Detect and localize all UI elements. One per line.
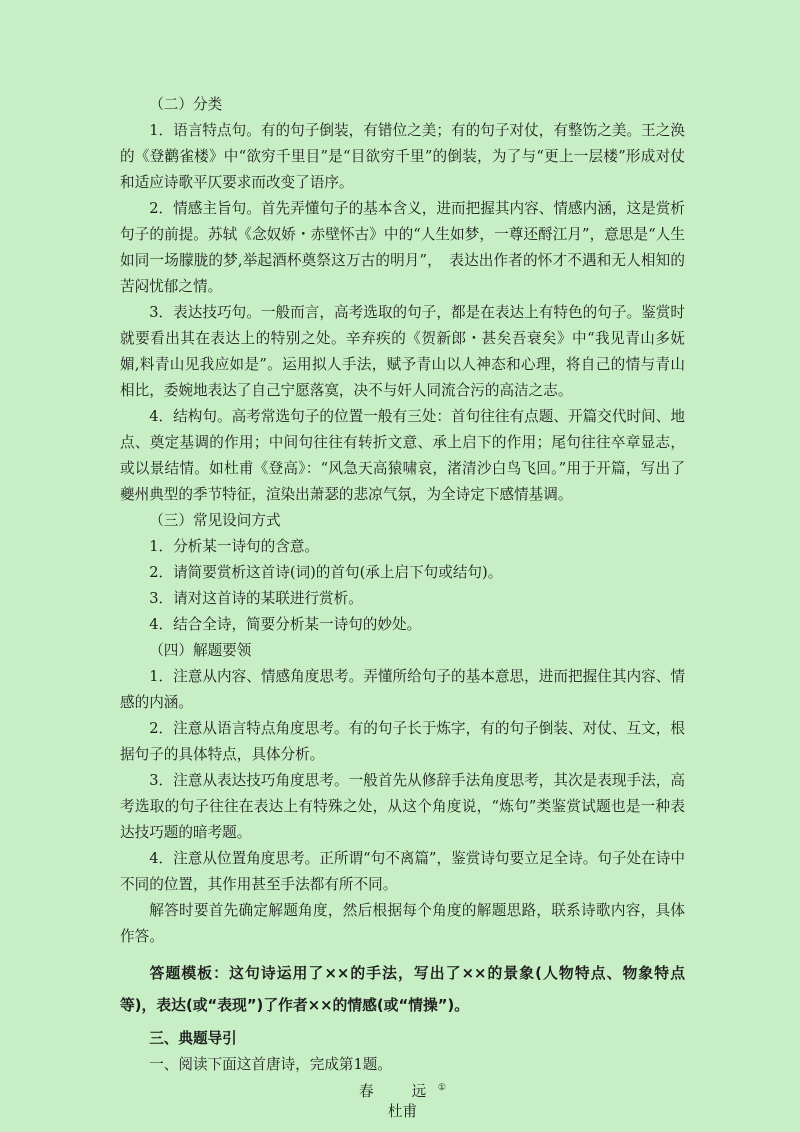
paragraph: 4．注意从位置角度思考。正所谓“句不离篇”，鉴赏诗句要立足全诗。句子处在诗中不同的位置，其作用甚至手法都有所不同。: [120, 850, 685, 893]
footnote-marker: ①: [437, 1083, 446, 1093]
question-intro: 一、阅读下面这首唐诗，完成第1题。: [149, 1056, 392, 1073]
paragraph: 1．注意从内容、情感角度思考。弄懂所给句子的基本意思，进而把握住其内容、情感的内涵。: [120, 668, 685, 711]
section-3-heading: （三）常见设问方式: [149, 512, 281, 529]
section-4-heading: （四）解题要领: [149, 642, 252, 659]
summary-paragraph: 解答时要首先确定解题角度，然后根据每个角度的解题思路，联系诗歌内容，具体作答。: [120, 902, 685, 945]
section-2-heading: （二）分类: [149, 96, 223, 113]
poem-title: 春 远: [359, 1082, 438, 1100]
paragraph: 2．情感主旨句。首先弄懂句子的基本含义，进而把握其内容、情感内涵，这是赏析句子的前提。苏轼《念奴娇・赤壁怀古》中的“人生如梦，一尊还酹江月”，意思是“人生如同一场朦胧的梦,举起酒杯奠祭这万古的明月”， 表达出作者的怀才不遇和无人相知的苦闷忧郁之情。: [120, 200, 685, 295]
paragraph: 1．语言特点句。有的句子倒装，有错位之美；有的句子对仗，有整饬之美。王之涣的《登鹳雀楼》中“欲穷千里目”是“目欲穷千里”的倒装，为了与“更上一层楼”形成对仗和适应诗歌平仄要求而改变了语序。: [120, 122, 685, 191]
paragraph: 2．注意从语言特点角度思考。有的句子长于炼字，有的句子倒装、对仗、互文，根据句子的具体特点，具体分析。: [120, 720, 685, 763]
list-item: 1．分析某一诗句的含意。: [149, 538, 320, 555]
paragraph: 3．表达技巧句。一般而言，高考选取的句子，都是在表达上有特色的句子。鉴赏时就要看出其在表达上的特别之处。辛弃疾的《贺新郎・甚矣吾衰矣》中“我见青山多妩媚,料青山见我应如是”。运用拟人手法，赋予青山以人神态和心理，将自己的情与青山相比，委婉地表达了自己宁愿落寞，决不与奸人同流合污的高洁之志。: [120, 304, 685, 399]
document-body: [120, 92, 685, 1122]
paragraph: 4．结构句。高考常选句子的位置一般有三处：首句往往有点题、开篇交代时间、地点、奠定基调的作用；中间句往往有转折文意、承上启下的作用；尾句往往卒章显志，或以景结情。如杜甫《登高》：“风急天高猿啸哀，渚清沙白鸟飞回。”用于开篇，写出了夔州典型的季节特征，渲染出萧瑟的悲凉气氛，为全诗定下感情基调。: [120, 408, 685, 503]
poem-title-line: [120, 1078, 685, 1102]
answer-template: 答题模板：这句诗运用了××的手法，写出了××的景象(人物特点、物象特点等)，表达(或“表现”)了作者××的情感(或“情操”)。: [120, 965, 685, 1014]
part-3-heading: 三、典题导引: [149, 1030, 237, 1047]
paragraph: 3．注意从表达技巧角度思考。一般首先从修辞手法角度思考，其次是表现手法，高考选取的句子往往在表达上有特殊之处，从这个角度说，“炼句”类鉴赏试题也是一种表达技巧题的暗考题。: [120, 772, 685, 841]
list-item: 3．请对这首诗的某联进行赏析。: [149, 590, 363, 607]
list-item: 2．请简要赏析这首诗(词)的首句(承上启下句或结句)。: [149, 564, 503, 581]
list-item: 4．结合全诗，简要分析某一诗句的妙处。: [149, 616, 422, 633]
poem-author: 杜甫: [387, 1102, 418, 1120]
